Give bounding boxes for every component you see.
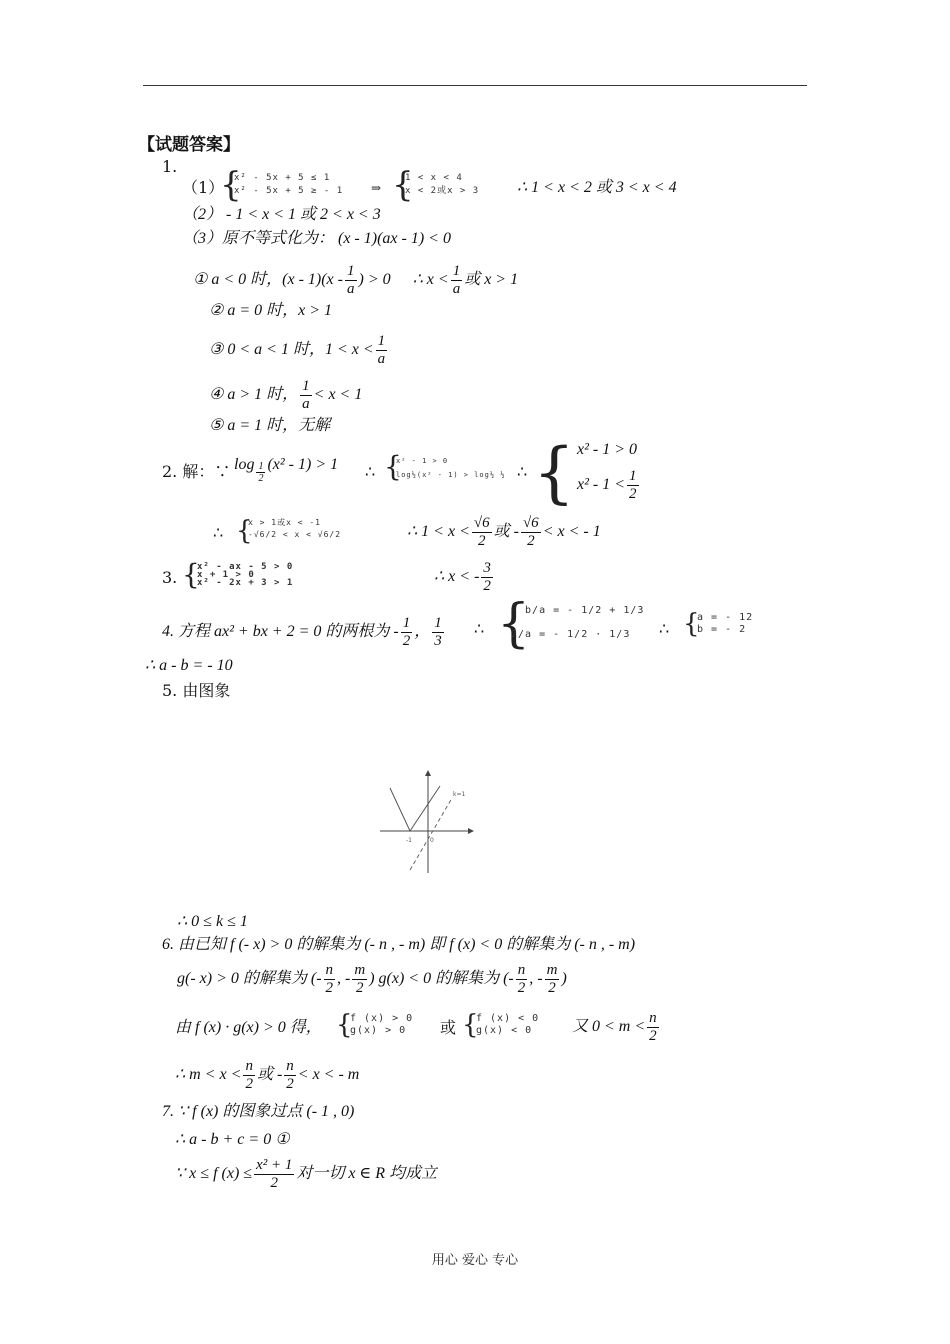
q1-case3: ③ 0 < a < 1 时，1 < x < $\frac{1}{a}$ bbox=[209, 333, 386, 367]
q1-brace-2: { bbox=[392, 165, 414, 205]
q7-frac: $\frac{\text{x² + 1}}{2}$ bbox=[256, 1157, 293, 1191]
q6-or: 或 bbox=[440, 1018, 457, 1037]
q1-number: 1. bbox=[162, 157, 178, 176]
q6-system2-line2: g(x) < 0 bbox=[476, 1025, 533, 1036]
q6-l2-frac2: $\frac{m}{2}$ bbox=[354, 962, 366, 996]
q1-case5: ⑤ a = 1 时，无解 bbox=[209, 417, 331, 434]
q2-half-frac: $\frac{1}{2}$ bbox=[629, 468, 637, 502]
q3-system-line3: x² - 2x + 3 > 1 bbox=[197, 578, 294, 588]
q2-system3-line2: -√6/2 < x < √6/2 bbox=[248, 530, 342, 539]
q4-therefore-1: ∴ bbox=[474, 619, 485, 638]
q5-abs-curve bbox=[390, 786, 440, 831]
q1-case1-text-a: ① a < 0 时，(x - 1)(x - bbox=[193, 271, 343, 289]
q7-line3: ∵ x ≤ f (x) ≤ $\frac{\text{x² + 1}}{2}$ 对一切 x ∈ R 均成立 bbox=[175, 1157, 438, 1191]
q2-therefore-2: ∴ bbox=[517, 462, 528, 481]
q4-system1-line1: - b/a = - 1/2 + 1/3 bbox=[511, 605, 645, 616]
q4-system1-line2: 2/a = - 1/2 · 1/3 bbox=[511, 629, 631, 640]
q1-brace-1: { bbox=[220, 165, 242, 205]
q6-l4-frac1: $\frac{n}{2}$ bbox=[245, 1058, 253, 1092]
q4-frac2: $\frac{1}{3}$ bbox=[434, 615, 442, 649]
q4-brace-1: { bbox=[497, 594, 531, 654]
q6-l2-frac1: $\frac{n}{2}$ bbox=[325, 962, 334, 996]
q5-graph bbox=[380, 768, 480, 878]
q2-result: ∴ 1 < x < $\frac{√6}{2}$ 或 - $\frac{√6}{2}$ < x < - 1 bbox=[407, 515, 601, 549]
q5-tick-zero: 0 bbox=[430, 837, 434, 844]
q6-brace-1: { bbox=[336, 1010, 353, 1040]
q7-line2: ∴ a - b + c = 0 ① bbox=[175, 1131, 290, 1148]
q2-log-expr: log $\frac{1}{2}$ (x² - 1) > 1 bbox=[234, 456, 339, 484]
q1-case1-frac2: $\frac{1}{a}$ bbox=[452, 263, 461, 297]
q2-system2-line1: x² - 1 > 0 bbox=[577, 441, 638, 458]
q1-case3-frac: $\frac{1}{a}$ bbox=[377, 333, 386, 367]
q4-line: 4. 方程 ax² + bx + 2 = 0 的两根为 - $\frac{1}{2}$ ， $\frac{1}{3}$ bbox=[162, 615, 442, 649]
q1-part2: （2） - 1 < x < 1 或 2 < x < 3 bbox=[182, 206, 381, 223]
q1-part3: （3）原不等式化为： (x - 1)(ax - 1) < 0 bbox=[182, 230, 451, 247]
q3-result: ∴ x < - $\frac{3}{2}$ bbox=[434, 560, 491, 594]
q5-tick-neg1: -1 bbox=[406, 837, 412, 844]
q1-case1-text-c: ∴ x < bbox=[412, 271, 449, 289]
q4-therefore-2: ∴ bbox=[659, 619, 670, 638]
q1-case2: ② a = 0 时，x > 1 bbox=[209, 302, 333, 319]
q2-log-base: $\frac{1}{2}$ bbox=[258, 461, 264, 484]
q5-result: ∴ 0 ≤ k ≤ 1 bbox=[177, 913, 248, 930]
q1-case1 bbox=[193, 263, 518, 298]
q4-frac1: $\frac{1}{2}$ bbox=[402, 615, 411, 649]
q3-brace: { bbox=[182, 558, 200, 591]
q1-system1-line1: x² - 5x + 5 ≤ 1 bbox=[234, 173, 331, 183]
q5-y-arrow bbox=[425, 770, 431, 776]
q2-label: 2. 解：∵ bbox=[162, 462, 231, 481]
q4-brace-2: { bbox=[683, 609, 700, 639]
q6-l4-frac2: $\frac{n}{2}$ bbox=[286, 1058, 294, 1092]
q1-part1-label: （1） bbox=[182, 178, 225, 197]
q6-line3-b: 又 0 < m < $\frac{n}{2}$ bbox=[572, 1010, 657, 1044]
q2-system1-line1: x² - 1 > 0 bbox=[396, 457, 449, 465]
q5-dashed-line bbox=[410, 798, 452, 870]
q1-system1-line2: x² - 5x + 5 ≥ - 1 bbox=[234, 186, 344, 196]
q1-case1-frac: $\frac{1}{a}$ bbox=[347, 263, 355, 297]
q1-case1-text-b: ) > 0 bbox=[358, 271, 391, 289]
q6-system2-line1: f (x) < 0 bbox=[476, 1013, 540, 1024]
q6-l2-frac3: $\frac{n}{2}$ bbox=[517, 962, 526, 996]
q6-line3-a: 由 f (x) · g(x) > 0 得， bbox=[175, 1019, 322, 1036]
q1-system2-line1: 1 < x < 4 bbox=[405, 173, 463, 183]
header-rule bbox=[143, 85, 807, 86]
q2-therefore-3: ∴ bbox=[213, 523, 224, 542]
q6-brace-2: { bbox=[462, 1010, 479, 1040]
q6-line2: g(- x) > 0 的解集为 (- $\frac{n}{2}$ , - $\frac{m}{2}$ ) g(x) < 0 的解集为 (- $\frac{n}{2}$ , - $\frac{m}{2}$ ) bbox=[177, 962, 567, 996]
q1-part1-result: ∴ 1 < x < 2 或 3 < x < 4 bbox=[517, 179, 677, 196]
q6-l2-frac4: $\frac{m}{2}$ bbox=[546, 962, 558, 996]
q6-line1: 6. 由已知 f (- x) > 0 的解集为 (- n , - m) 即 f (x) < 0 的解集为 (- n , - m) bbox=[162, 936, 636, 953]
q5-graph-label: k=1 bbox=[453, 791, 466, 798]
q5-x-arrow bbox=[468, 828, 474, 834]
q6-line4: ∴ m < x < $\frac{n}{2}$ 或 - $\frac{n}{2}$ < x < - m bbox=[175, 1058, 360, 1092]
q2-system2-line2: x² - 1 < $\frac{1}{2}$ bbox=[577, 468, 637, 502]
q4-solution-b: b = - 2 bbox=[697, 624, 747, 635]
q2-brace-1: { bbox=[384, 450, 402, 483]
q1-system2-line2: x < 2或x > 3 bbox=[405, 186, 480, 196]
q3-system-line2: x + 1 > 0 bbox=[197, 570, 255, 580]
section-heading: 【试题答案】 bbox=[138, 135, 240, 155]
q6-l3-frac: $\frac{n}{2}$ bbox=[649, 1010, 657, 1044]
q3-frac: $\frac{3}{2}$ bbox=[483, 560, 491, 594]
q1-implies-arrow: ⇒ bbox=[371, 181, 382, 195]
q2-brace-2: { bbox=[533, 434, 575, 511]
q1-case4-frac: $\frac{1}{a}$ bbox=[302, 378, 310, 412]
q3-label: 3. bbox=[162, 568, 178, 587]
q3-system-line1: x² - ax - 5 > 0 bbox=[197, 562, 294, 572]
q6-system1-line1: f (x) > 0 bbox=[350, 1013, 414, 1024]
q2-result-frac1: $\frac{√6}{2}$ bbox=[473, 515, 490, 549]
q2-therefore-1: ∴ bbox=[365, 462, 376, 481]
q2-system3-line1: x > 1或x < -1 bbox=[248, 518, 321, 527]
page-footer: 用心 爱心 专心 bbox=[431, 1253, 519, 1268]
q1-case4: ④ a > 1 时， $\frac{1}{a}$ < x < 1 bbox=[209, 378, 363, 412]
q6-system1-line2: g(x) > 0 bbox=[350, 1025, 407, 1036]
q5-label: 5. 由图象 bbox=[162, 681, 231, 700]
q2-result-frac2: $\frac{√6}{2}$ bbox=[522, 515, 539, 549]
q2-system1-line2: log½(x² - 1) > log½ ½ bbox=[396, 471, 506, 479]
q4-solution-a: a = - 12 bbox=[697, 612, 754, 623]
q2-brace-3: { bbox=[236, 516, 253, 546]
q7-line1: 7. ∵ f (x) 的图象过点 (- 1 , 0) bbox=[162, 1103, 355, 1120]
q1-case1-text-d: 或 x > 1 bbox=[464, 271, 519, 289]
q4-result: ∴ a - b = - 10 bbox=[145, 657, 233, 674]
